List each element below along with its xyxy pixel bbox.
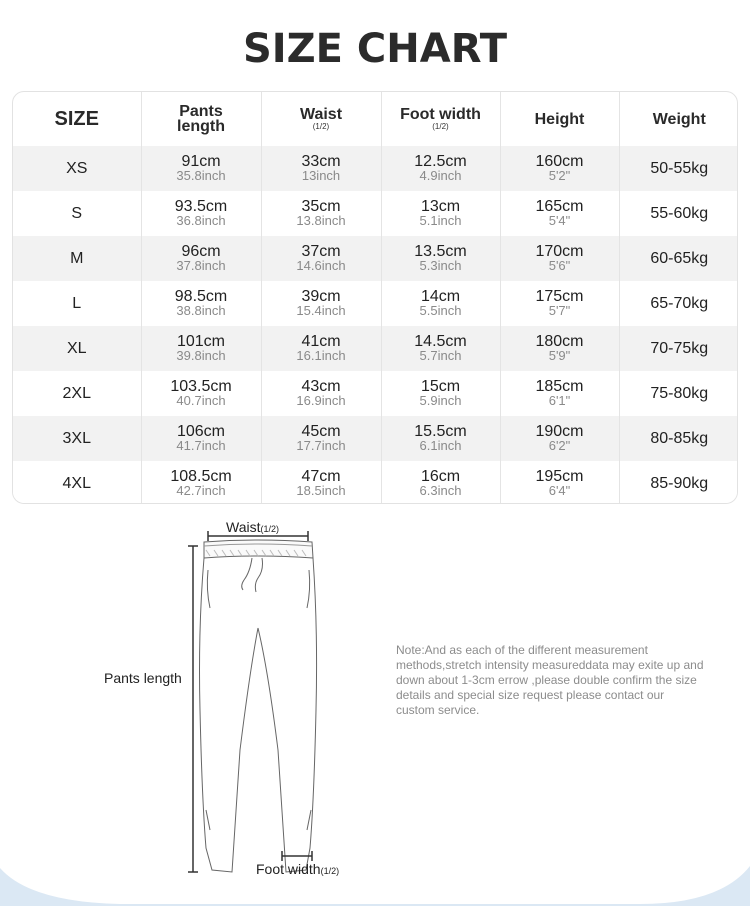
height-cell (500, 236, 619, 281)
size-cell: 2XL (62, 384, 91, 402)
waist-cell (261, 326, 381, 371)
waist-cell-secondary: 17.7inch (296, 438, 346, 453)
foot-width-cell-primary: 13.5cm (414, 243, 467, 260)
size-cell: XL (66, 339, 87, 357)
weight-cell: 65-70kg (619, 281, 738, 326)
waist-cell-secondary: 18.5inch (296, 483, 346, 498)
header-waist (261, 92, 381, 146)
pants-length-cell-secondary: 36.8inch (176, 213, 226, 228)
pants-length-cell-primary: 106cm (176, 423, 226, 440)
height-cell-primary: 165cm (535, 198, 584, 215)
pants-length-cell-primary: 101cm (176, 333, 226, 350)
height-cell-secondary: 6'1" (548, 393, 571, 408)
table-row (13, 371, 738, 416)
measurement-note: Note:And as each of the different measurement methods,stretch intensity measureddata may exite up and down about 1-3cm errow ,please double confirm the size details and special size request please contact our custom service. (396, 643, 704, 717)
pants-length-cell (141, 236, 261, 281)
table-row (13, 191, 738, 236)
table-row (13, 326, 738, 371)
table-row (13, 461, 738, 504)
size-table (12, 91, 738, 504)
pants-length-cell (141, 326, 261, 371)
header-waist-sub: (1/2) (312, 121, 330, 131)
waist-measure-sub: (1/2) (260, 524, 279, 534)
waist-cell-primary: 33cm (301, 153, 341, 170)
foot-width-cell-secondary: 6.1inch (419, 438, 462, 453)
foot-width-cell-secondary: 4.9inch (419, 168, 462, 183)
pants-length-cell-secondary: 41.7inch (176, 438, 226, 453)
weight-cell: 85-90kg (619, 461, 738, 504)
waist-measure-text: Waist (226, 519, 261, 535)
pants-length-cell-primary: 91cm (181, 153, 221, 170)
header-pants-length-label: Pants length (177, 103, 225, 135)
size-cell: M (70, 249, 84, 267)
size-cell: 3XL (62, 429, 91, 447)
pants-length-cell-secondary: 42.7inch (176, 483, 226, 498)
waist-cell-primary: 45cm (301, 423, 341, 440)
waist-cell-primary: 47cm (301, 468, 341, 485)
foot-width-measure-sub: (1/2) (320, 866, 340, 876)
height-cell-primary: 195cm (535, 468, 584, 485)
foot-width-cell-primary: 13cm (420, 198, 461, 215)
table-header-row (13, 92, 738, 146)
size-cell: L (72, 294, 82, 312)
foot-width-cell-secondary: 5.1inch (419, 213, 462, 228)
pants-length-cell (141, 146, 261, 191)
pants-length-cell-secondary: 37.8inch (176, 258, 226, 273)
weight-cell: 60-65kg (619, 236, 738, 281)
waist-cell-primary: 43cm (301, 378, 341, 395)
foot-width-measure-text: Foot width (256, 861, 321, 877)
foot-width-cell-secondary: 5.5inch (419, 303, 462, 318)
height-cell-primary: 170cm (535, 243, 584, 260)
pants-length-cell (141, 191, 261, 236)
height-cell (500, 326, 619, 371)
foot-width-cell-secondary: 5.9inch (419, 393, 462, 408)
height-cell (500, 191, 619, 236)
waist-cell (261, 281, 381, 326)
page-title: SIZE CHART (242, 26, 508, 72)
waist-cell-secondary: 14.6inch (296, 258, 346, 273)
height-cell-secondary: 5'2" (548, 168, 571, 183)
table-row (13, 146, 738, 191)
size-cell: XS (66, 159, 88, 177)
waist-cell-primary: 41cm (301, 333, 341, 350)
waist-cell-secondary: 16.1inch (296, 348, 346, 363)
waist-cell (261, 236, 381, 281)
foot-width-cell-primary: 15cm (420, 378, 461, 395)
foot-width-cell (381, 191, 500, 236)
weight-cell: 80-85kg (619, 416, 738, 461)
pants-length-cell (141, 371, 261, 416)
weight-cell: 75-80kg (619, 371, 738, 416)
pants-length-cell-primary: 96cm (181, 243, 221, 260)
waist-cell-secondary: 16.9inch (296, 393, 346, 408)
waist-cell-primary: 37cm (301, 243, 341, 260)
foot-width-cell (381, 236, 500, 281)
waist-cell (261, 416, 381, 461)
header-pants-length (141, 92, 261, 146)
height-cell-primary: 185cm (535, 378, 584, 395)
pants-length-cell-secondary: 38.8inch (176, 303, 226, 318)
pants-length-cell-primary: 93.5cm (174, 198, 228, 215)
size-cell: 4XL (62, 474, 91, 492)
foot-width-cell (381, 416, 500, 461)
foot-width-cell-primary: 12.5cm (414, 153, 467, 170)
foot-width-cell (381, 371, 500, 416)
waist-cell (261, 461, 381, 504)
header-weight: Weight (619, 92, 738, 146)
height-cell (500, 146, 619, 191)
waist-cell-primary: 39cm (301, 288, 341, 305)
foot-width-cell-secondary: 5.3inch (419, 258, 462, 273)
height-cell (500, 461, 619, 504)
foot-width-cell (381, 281, 500, 326)
waist-cell-secondary: 13inch (301, 168, 341, 183)
pants-length-cell (141, 461, 261, 504)
foot-width-cell-primary: 16cm (420, 468, 461, 485)
waist-cell-secondary: 15.4inch (296, 303, 346, 318)
table-row (13, 281, 738, 326)
table-row (13, 236, 738, 281)
height-cell-secondary: 5'6" (548, 258, 571, 273)
weight-cell: 50-55kg (619, 146, 738, 191)
pants-length-cell-secondary: 40.7inch (176, 393, 226, 408)
foot-width-cell-secondary: 5.7inch (419, 348, 462, 363)
height-cell-secondary: 6'2" (548, 438, 571, 453)
foot-width-cell (381, 461, 500, 504)
pants-length-cell-primary: 108.5cm (170, 468, 232, 485)
pants-length-cell (141, 281, 261, 326)
waist-cell (261, 191, 381, 236)
waist-cell-primary: 35cm (301, 198, 341, 215)
height-cell-primary: 180cm (535, 333, 584, 350)
pants-length-cell-primary: 103.5cm (170, 378, 232, 395)
height-cell-secondary: 6'4" (548, 483, 571, 498)
height-cell-primary: 190cm (535, 423, 584, 440)
weight-cell: 70-75kg (619, 326, 738, 371)
waist-cell-secondary: 13.8inch (296, 213, 346, 228)
pants-length-measure-label: Pants length (104, 670, 182, 686)
foot-width-cell-primary: 14cm (420, 288, 461, 305)
table-row (13, 416, 738, 461)
foot-width-cell-primary: 14.5cm (414, 333, 467, 350)
foot-width-cell (381, 146, 500, 191)
weight-cell: 55-60kg (619, 191, 738, 236)
height-cell-secondary: 5'9" (548, 348, 571, 363)
foot-width-cell-secondary: 6.3inch (419, 483, 462, 498)
header-foot-width (381, 92, 500, 146)
header-foot-width-label: Foot width (400, 105, 481, 123)
height-cell-secondary: 5'7" (548, 303, 571, 318)
waist-cell (261, 146, 381, 191)
foot-width-cell (381, 326, 500, 371)
header-size: SIZE (54, 107, 99, 130)
header-waist-label: Waist (299, 105, 343, 123)
pants-length-cell-secondary: 39.8inch (176, 348, 226, 363)
foot-width-cell-primary: 15.5cm (414, 423, 467, 440)
header-foot-width-sub: (1/2) (432, 121, 449, 131)
waist-cell (261, 371, 381, 416)
header-height: Height (500, 92, 619, 146)
height-cell-secondary: 5'4" (548, 213, 571, 228)
height-cell (500, 281, 619, 326)
height-cell (500, 416, 619, 461)
height-cell-primary: 160cm (535, 153, 584, 170)
pants-length-cell (141, 416, 261, 461)
pants-length-cell-secondary: 35.8inch (176, 168, 226, 183)
height-cell-primary: 175cm (535, 288, 584, 305)
waist-measure-label (226, 519, 279, 535)
bottom-wave-decoration (0, 858, 750, 906)
pants-length-cell-primary: 98.5cm (174, 288, 228, 305)
height-cell (500, 371, 619, 416)
size-cell: S (71, 204, 83, 222)
